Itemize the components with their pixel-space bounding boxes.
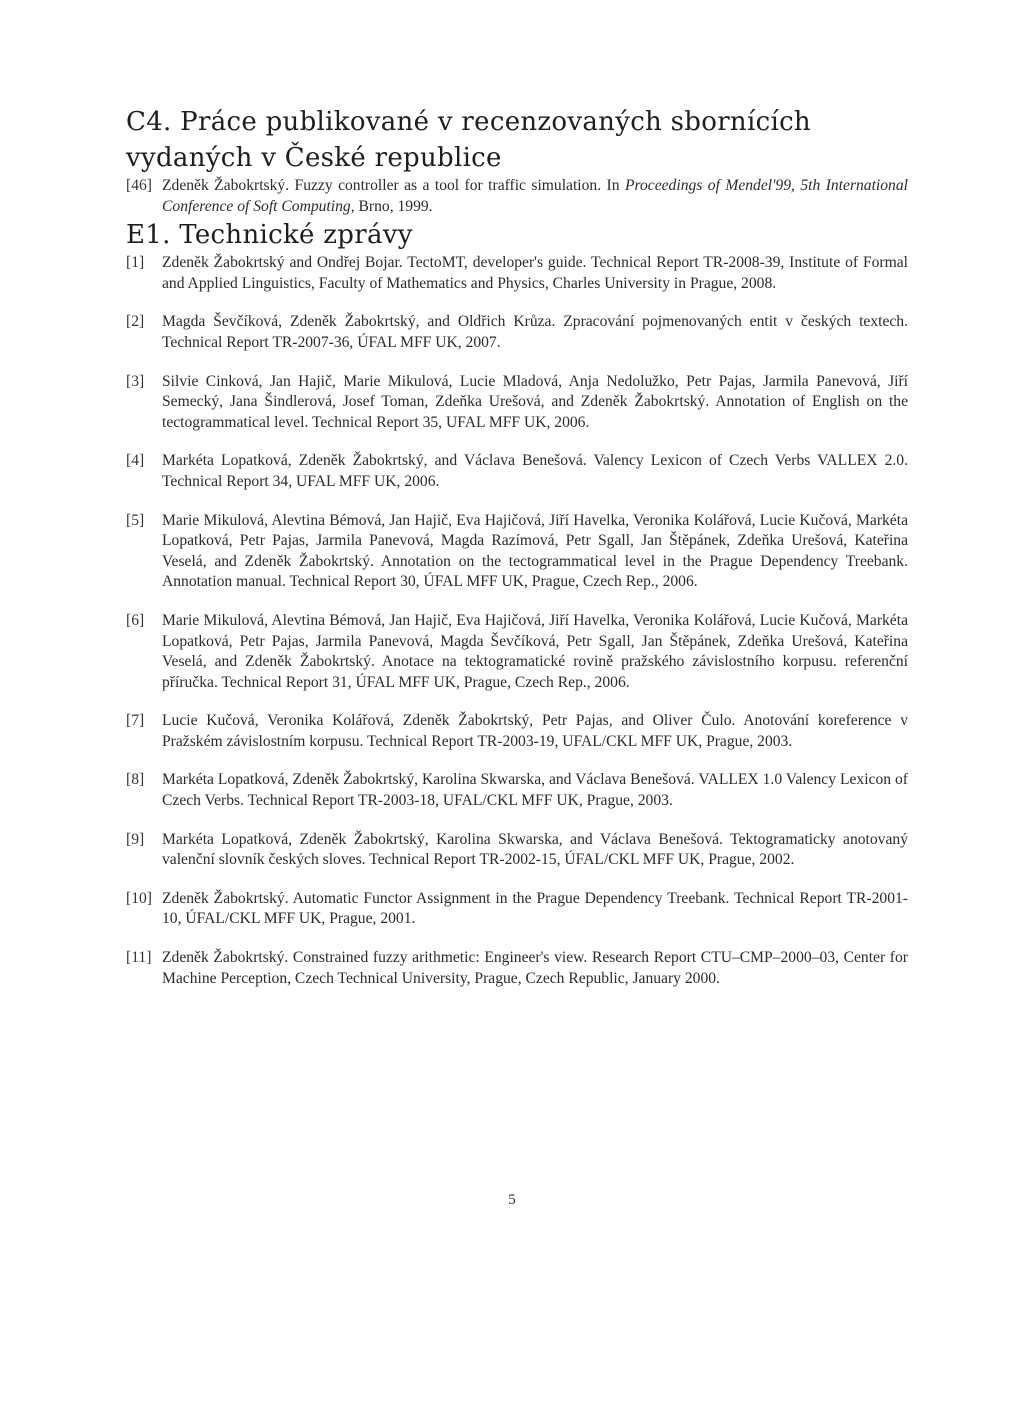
- reference-number: [9]: [126, 830, 145, 848]
- section-heading-e1: E1. Technické zprávy: [126, 220, 413, 251]
- reference-number: [8]: [126, 771, 145, 789]
- reference-text: Magda Ševčíková, Zdeněk Žabokrtský, and Oldřich Krůza. Zpracování pojmenovaných entit v českých textech. Technical Report TR-2007-36, ÚFAL MFF UK, 2007.: [162, 313, 908, 351]
- reference-entry: [126, 511, 908, 593]
- reference-text: Zdeněk Žabokrtský and Ondřej Bojar. TectoMT, developer's guide. Technical Report TR-2008-39, Institute of Formal and Applied Linguistics, Faculty of Mathematics and Physics, Charles University in Prague, 2008.: [162, 254, 908, 292]
- reference-text: Zdeněk Žabokrtský. Constrained fuzzy arithmetic: Engineer's view. Research Report CTU–CMP–2000–03, Center for Machine Perception, Czech Technical University, Prague, Czech Republic, January 2000.: [162, 949, 908, 987]
- reference-entry: [126, 889, 908, 930]
- reference-entry: [126, 312, 908, 353]
- reference-text-italic: Proceedings of Mendel'99, 5th International Conference of Soft Computing: [162, 177, 908, 215]
- reference-text: Markéta Lopatková, Zdeněk Žabokrtský, and Václava Benešová. Valency Lexicon of Czech Verbs VALLEX 2.0. Technical Report 34, UFAL MFF UK, 2006.: [162, 452, 908, 490]
- page-number: 5: [508, 1192, 516, 1208]
- reference-text: Marie Mikulová, Alevtina Bémová, Jan Hajič, Eva Hajičová, Jiří Havelka, Veronika Kolářová, Lucie Kučová, Markéta Lopatková, Petr Pajas, Jarmila Panevová, Magda Razímová, Petr Sgall, Jan Štěpánek, Zdeňka Urešová, Kateřina Veselá, and Zdeněk Žabokrtský. Annotation on the tectogrammatical level in the Prague Dependency Treebank. Annotation manual. Technical Report 30, ÚFAL MFF UK, Prague, Czech Rep., 2006.: [162, 511, 908, 591]
- reference-text-tail: , Brno, 1999.: [350, 197, 433, 215]
- reference-number: [11]: [126, 949, 152, 967]
- reference-entry: [126, 948, 908, 989]
- section-heading-c4: C4. Práce publikované v recenzovaných sbornících vydaných v České republice: [126, 107, 811, 173]
- reference-number: [10]: [126, 889, 152, 907]
- reference-entry: [126, 253, 908, 294]
- reference-entry: [126, 830, 908, 871]
- reference-text: [162, 176, 908, 217]
- reference-number: [2]: [126, 313, 145, 331]
- reference-entry: [126, 176, 908, 217]
- reference-number: [4]: [126, 452, 145, 470]
- reference-entry: [126, 372, 908, 434]
- reference-text: Marie Mikulová, Alevtina Bémová, Jan Hajič, Eva Hajičová, Jiří Havelka, Veronika Kolářová, Lucie Kučová, Markéta Lopatková, Petr Pajas, Jarmila Panevová, Magda Ševčíková, Petr Sgall, Jan Štěpánek, Zdeňka Urešová, Kateřina Veselá, and Zdeněk Žabokrtský. Anotace na tektogramatické rovině pražského závislostního korpusu. referenční příručka. Technical Report 31, ÚFAL MFF UK, Prague, Czech Rep., 2006.: [162, 611, 908, 691]
- reference-number: [1]: [126, 254, 145, 272]
- reference-entry: [126, 711, 908, 752]
- reference-entry: [126, 611, 908, 693]
- reference-text: Zdeněk Žabokrtský. Automatic Functor Assignment in the Prague Dependency Treebank. Technical Report TR-2001-10, ÚFAL/CKL MFF UK, Prague, 2001.: [162, 889, 908, 928]
- reference-number: [3]: [126, 372, 145, 390]
- reference-entry: [126, 770, 908, 811]
- reference-text: Lucie Kučová, Veronika Kolářová, Zdeněk Žabokrtský, Petr Pajas, and Oliver Čulo. Anotování koreference v Pražském závislostním korpusu. Technical Report TR-2003-19, UFAL/CKL MFF UK, Prague, 2003.: [162, 712, 908, 750]
- document-page: [126, 104, 908, 989]
- reference-text: Markéta Lopatková, Zdeněk Žabokrtský, Karolina Skwarska, and Václava Benešová. VALLEX 1.0 Valency Lexicon of Czech Verbs. Technical Report TR-2003-18, UFAL/CKL MFF UK, Prague, 2003.: [162, 771, 908, 810]
- reference-text: Silvie Cinková, Jan Hajič, Marie Mikulová, Lucie Mladová, Anja Nedolužko, Petr Pajas, Jarmila Panevová, Jiří Semecký, Jana Šindlerová, Josef Toman, Zdeňka Urešová, and Zdeněk Žabokrtský. Annotation of English on the tectogrammatical level. Technical Report 35, UFAL MFF UK, 2006.: [162, 372, 908, 431]
- reference-text: Markéta Lopatková, Zdeněk Žabokrtský, Karolina Skwarska, and Václava Benešová. Tektogramaticky anotovaný valenční slovník českých sloves. Technical Report TR-2002-15, ÚFAL/CKL MFF UK, Prague, 2002.: [162, 830, 908, 869]
- reference-number: [46]: [126, 177, 152, 194]
- reference-number: [7]: [126, 712, 145, 730]
- reference-number: [5]: [126, 511, 145, 529]
- reference-entry: [126, 451, 908, 492]
- reference-number: [6]: [126, 611, 145, 629]
- reference-text-plain: Zdeněk Žabokrtský. Fuzzy controller as a tool for traffic simulation. In: [162, 177, 625, 194]
